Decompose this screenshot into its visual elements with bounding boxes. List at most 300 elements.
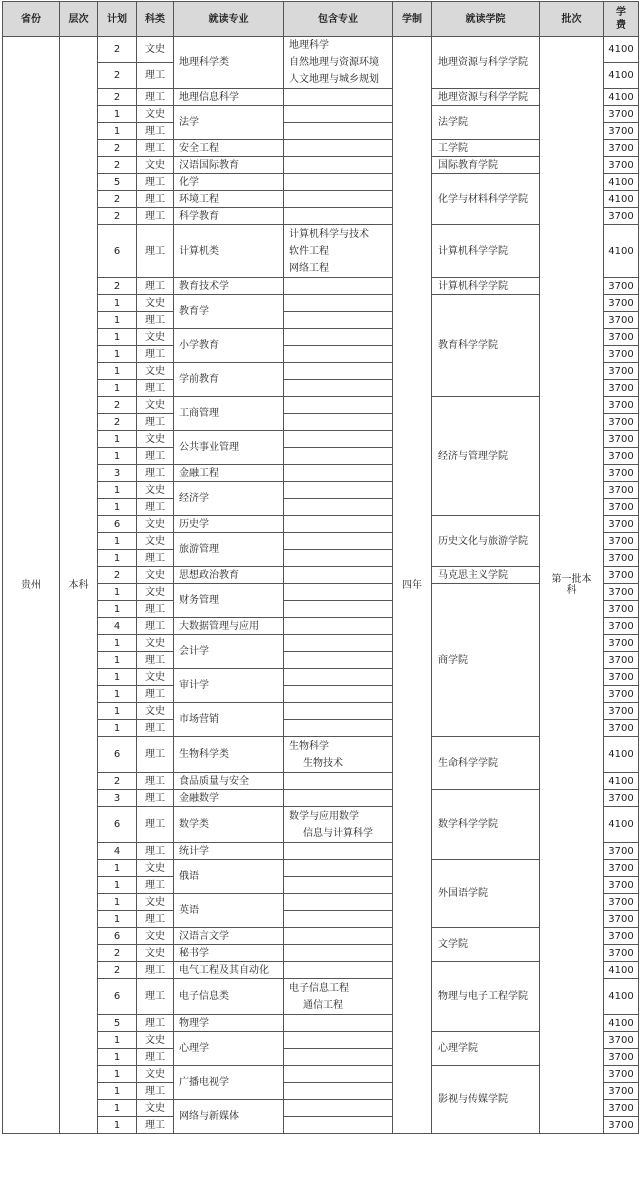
college-cell: 马克思主义学院 (432, 567, 540, 584)
fee-cell: 3700 (604, 157, 639, 174)
major-cell: 网络与新媒体 (174, 1100, 284, 1134)
includes-cell (284, 911, 393, 928)
subject-cell: 理工 (137, 278, 174, 295)
plan-cell: 4 (98, 843, 137, 860)
subject-cell: 理工 (137, 911, 174, 928)
major-cell: 审计学 (174, 669, 284, 703)
subject-cell: 文史 (137, 703, 174, 720)
subject-cell: 文史 (137, 533, 174, 550)
plan-cell: 1 (98, 877, 137, 894)
included-major: 软件工程 (289, 245, 329, 257)
included-major: 信息与计算科学 (303, 827, 373, 839)
includes-cell (284, 1015, 393, 1032)
includes-cell (284, 191, 393, 208)
fee-cell: 3700 (604, 928, 639, 945)
college-cell: 物理与电子工程学院 (432, 962, 540, 1032)
major-cell: 物理学 (174, 1015, 284, 1032)
subject-cell: 文史 (137, 894, 174, 911)
fee-cell: 3700 (604, 533, 639, 550)
header-subject: 科类 (137, 2, 174, 37)
college-cell: 文学院 (432, 928, 540, 962)
major-cell: 统计学 (174, 843, 284, 860)
plan-cell: 1 (98, 482, 137, 499)
college-cell: 外国语学院 (432, 860, 540, 928)
plan-cell: 2 (98, 140, 137, 157)
plan-cell: 2 (98, 89, 137, 106)
plan-cell: 4 (98, 618, 137, 635)
fee-cell: 4100 (604, 225, 639, 278)
subject-cell: 文史 (137, 482, 174, 499)
subject-cell: 理工 (137, 979, 174, 1015)
subject-cell: 理工 (137, 843, 174, 860)
major-cell: 思想政治教育 (174, 567, 284, 584)
subject-cell: 理工 (137, 208, 174, 225)
plan-cell: 1 (98, 499, 137, 516)
subject-cell: 文史 (137, 295, 174, 312)
fee-cell: 3700 (604, 380, 639, 397)
plan-cell: 1 (98, 1117, 137, 1134)
includes-cell (284, 397, 393, 414)
plan-cell: 1 (98, 1100, 137, 1117)
includes-cell (284, 431, 393, 448)
includes-cell (284, 877, 393, 894)
header-fee-line-2: 费 (616, 20, 626, 31)
subject-cell: 文史 (137, 431, 174, 448)
plan-cell: 2 (98, 567, 137, 584)
province-cell: 贵州 (3, 37, 60, 1134)
college-cell: 国际教育学院 (432, 157, 540, 174)
major-cell: 计算机类 (174, 225, 284, 278)
included-major: 自然地理与资源环境 (289, 57, 379, 68)
includes-cell (284, 979, 393, 1015)
subject-cell: 理工 (137, 1049, 174, 1066)
subject-cell: 文史 (137, 567, 174, 584)
fee-cell: 3700 (604, 295, 639, 312)
includes-cell (284, 482, 393, 499)
header-includes: 包含专业 (284, 2, 393, 37)
major-cell: 广播电视学 (174, 1066, 284, 1100)
plan-cell: 2 (98, 63, 137, 89)
plan-cell: 1 (98, 1083, 137, 1100)
plan-cell: 1 (98, 329, 137, 346)
fee-cell: 3700 (604, 843, 639, 860)
includes-cell (284, 278, 393, 295)
plan-cell: 2 (98, 397, 137, 414)
fee-cell: 3700 (604, 106, 639, 123)
included-major: 数学与应用数学 (289, 810, 359, 822)
includes-cell (284, 1100, 393, 1117)
subject-cell: 理工 (137, 465, 174, 482)
header-college: 就读学院 (432, 2, 540, 37)
major-cell: 经济学 (174, 482, 284, 516)
subject-cell: 文史 (137, 584, 174, 601)
subject-cell: 理工 (137, 123, 174, 140)
major-cell: 地理科学类 (174, 37, 284, 89)
major-cell: 法学 (174, 106, 284, 140)
fee-cell: 3700 (604, 945, 639, 962)
college-cell: 生命科学学院 (432, 737, 540, 790)
level-cell: 本科 (60, 37, 98, 1134)
subject-cell: 理工 (137, 773, 174, 790)
batch-line-1: 第一批本 (551, 574, 592, 585)
plan-cell: 2 (98, 37, 137, 63)
major-cell: 财务管理 (174, 584, 284, 618)
includes-cell (284, 790, 393, 807)
includes-cell (284, 106, 393, 123)
fee-cell: 3700 (604, 601, 639, 618)
major-cell: 地理信息科学 (174, 89, 284, 106)
header-major: 就读专业 (174, 2, 284, 37)
subject-cell: 理工 (137, 1117, 174, 1134)
fee-cell: 3700 (604, 123, 639, 140)
fee-cell: 3700 (604, 397, 639, 414)
includes-cell (284, 346, 393, 363)
fee-cell: 3700 (604, 652, 639, 669)
fee-cell: 3700 (604, 346, 639, 363)
includes-cell (284, 516, 393, 533)
plan-cell: 1 (98, 584, 137, 601)
major-cell: 旅游管理 (174, 533, 284, 567)
major-cell: 市场营销 (174, 703, 284, 737)
subject-cell: 文史 (137, 37, 174, 63)
subject-cell: 文史 (137, 635, 174, 652)
plan-cell: 1 (98, 380, 137, 397)
major-cell: 生物科学类 (174, 737, 284, 773)
fee-cell: 3700 (604, 567, 639, 584)
plan-cell: 1 (98, 652, 137, 669)
major-cell: 心理学 (174, 1032, 284, 1066)
fee-cell: 4100 (604, 773, 639, 790)
plan-cell: 5 (98, 174, 137, 191)
header-level: 层次 (60, 2, 98, 37)
fee-cell: 3700 (604, 431, 639, 448)
plan-cell: 1 (98, 860, 137, 877)
duration-cell: 四年 (393, 37, 432, 1134)
plan-cell: 1 (98, 911, 137, 928)
batch-line-2: 科 (566, 585, 577, 596)
subject-cell: 理工 (137, 191, 174, 208)
subject-cell: 理工 (137, 737, 174, 773)
includes-cell (284, 208, 393, 225)
included-major: 生物技术 (303, 757, 343, 769)
fee-cell: 3700 (604, 278, 639, 295)
fee-cell: 3700 (604, 1100, 639, 1117)
fee-cell: 4100 (604, 191, 639, 208)
subject-cell: 理工 (137, 1083, 174, 1100)
includes-cell (284, 1117, 393, 1134)
college-cell: 地理资源与科学学院 (432, 89, 540, 106)
major-cell: 电子信息类 (174, 979, 284, 1015)
includes-cell (284, 550, 393, 567)
includes-cell (284, 737, 393, 773)
subject-cell: 理工 (137, 877, 174, 894)
includes-cell (284, 37, 393, 89)
includes-cell (284, 225, 393, 278)
fee-cell: 3700 (604, 894, 639, 911)
includes-cell (284, 601, 393, 618)
college-cell: 化学与材料科学学院 (432, 174, 540, 225)
includes-cell (284, 312, 393, 329)
fee-cell: 3700 (604, 703, 639, 720)
major-cell: 英语 (174, 894, 284, 928)
plan-cell: 1 (98, 550, 137, 567)
header-fee (604, 2, 639, 37)
fee-cell: 3700 (604, 790, 639, 807)
plan-cell: 1 (98, 312, 137, 329)
includes-cell (284, 618, 393, 635)
subject-cell: 文史 (137, 928, 174, 945)
fee-cell: 4100 (604, 89, 639, 106)
subject-cell: 文史 (137, 516, 174, 533)
fee-cell: 3700 (604, 312, 639, 329)
major-cell: 教育技术学 (174, 278, 284, 295)
subject-cell: 文史 (137, 1100, 174, 1117)
subject-cell: 理工 (137, 652, 174, 669)
major-cell: 科学教育 (174, 208, 284, 225)
college-cell: 影视与传媒学院 (432, 1066, 540, 1134)
includes-cell (284, 123, 393, 140)
subject-cell: 理工 (137, 790, 174, 807)
college-cell: 计算机科学学院 (432, 278, 540, 295)
includes-cell (284, 465, 393, 482)
fee-cell: 4100 (604, 37, 639, 63)
subject-cell: 文史 (137, 363, 174, 380)
subject-cell: 文史 (137, 157, 174, 174)
includes-cell (284, 843, 393, 860)
plan-cell: 1 (98, 703, 137, 720)
fee-cell: 3700 (604, 911, 639, 928)
includes-cell (284, 499, 393, 516)
plan-cell: 3 (98, 465, 137, 482)
college-cell: 心理学院 (432, 1032, 540, 1066)
plan-cell: 6 (98, 979, 137, 1015)
plan-cell: 2 (98, 157, 137, 174)
fee-cell: 4100 (604, 962, 639, 979)
included-major: 生物科学 (289, 740, 329, 752)
fee-cell: 4100 (604, 63, 639, 89)
header-province: 省份 (3, 2, 60, 37)
subject-cell: 理工 (137, 63, 174, 89)
fee-cell: 3700 (604, 550, 639, 567)
includes-cell (284, 89, 393, 106)
major-cell: 汉语国际教育 (174, 157, 284, 174)
fee-cell: 3700 (604, 635, 639, 652)
plan-cell: 6 (98, 225, 137, 278)
subject-cell: 理工 (137, 601, 174, 618)
plan-cell: 1 (98, 669, 137, 686)
fee-cell: 3700 (604, 208, 639, 225)
includes-cell (284, 962, 393, 979)
major-cell: 汉语言文学 (174, 928, 284, 945)
subject-cell: 理工 (137, 380, 174, 397)
fee-cell: 3700 (604, 414, 639, 431)
includes-cell (284, 414, 393, 431)
subject-cell: 理工 (137, 618, 174, 635)
subject-cell: 理工 (137, 1015, 174, 1032)
includes-cell (284, 329, 393, 346)
plan-cell: 6 (98, 737, 137, 773)
subject-cell: 理工 (137, 550, 174, 567)
header-duration: 学制 (393, 2, 432, 37)
fee-cell: 3700 (604, 1117, 639, 1134)
plan-cell: 1 (98, 295, 137, 312)
includes-cell (284, 157, 393, 174)
college-cell: 经济与管理学院 (432, 397, 540, 516)
includes-cell (284, 1032, 393, 1049)
includes-cell (284, 584, 393, 601)
enrollment-plan-table (2, 1, 639, 1134)
fee-cell: 3700 (604, 329, 639, 346)
plan-cell: 1 (98, 1032, 137, 1049)
includes-cell (284, 669, 393, 686)
header-fee-line-1: 学 (616, 7, 626, 18)
plan-cell: 6 (98, 516, 137, 533)
includes-cell (284, 533, 393, 550)
includes-cell (284, 140, 393, 157)
fee-cell: 3700 (604, 1032, 639, 1049)
plan-cell: 1 (98, 894, 137, 911)
includes-cell (284, 652, 393, 669)
college-cell: 教育科学学院 (432, 295, 540, 397)
includes-cell (284, 380, 393, 397)
subject-cell: 理工 (137, 807, 174, 843)
plan-cell: 1 (98, 123, 137, 140)
major-cell: 会计学 (174, 635, 284, 669)
plan-cell: 1 (98, 635, 137, 652)
subject-cell: 理工 (137, 686, 174, 703)
college-cell: 工学院 (432, 140, 540, 157)
fee-cell: 3700 (604, 1066, 639, 1083)
college-cell: 商学院 (432, 584, 540, 737)
plan-cell: 1 (98, 431, 137, 448)
plan-cell: 1 (98, 533, 137, 550)
fee-cell: 4100 (604, 1015, 639, 1032)
subject-cell: 理工 (137, 140, 174, 157)
fee-cell: 4100 (604, 807, 639, 843)
includes-cell (284, 567, 393, 584)
includes-cell (284, 720, 393, 737)
plan-cell: 2 (98, 191, 137, 208)
major-cell: 食品质量与安全 (174, 773, 284, 790)
major-cell: 工商管理 (174, 397, 284, 431)
college-cell: 地理资源与科学学院 (432, 37, 540, 89)
plan-cell: 1 (98, 1049, 137, 1066)
subject-cell: 文史 (137, 945, 174, 962)
plan-cell: 6 (98, 807, 137, 843)
college-cell: 数学科学学院 (432, 790, 540, 860)
header-batch: 批次 (540, 2, 604, 37)
major-cell: 历史学 (174, 516, 284, 533)
plan-cell: 2 (98, 773, 137, 790)
subject-cell: 文史 (137, 397, 174, 414)
plan-cell: 2 (98, 962, 137, 979)
included-major: 通信工程 (303, 999, 343, 1011)
fee-cell: 3700 (604, 669, 639, 686)
subject-cell: 理工 (137, 962, 174, 979)
header-plan: 计划 (98, 2, 137, 37)
subject-cell: 文史 (137, 1066, 174, 1083)
subject-cell: 理工 (137, 720, 174, 737)
college-cell: 法学院 (432, 106, 540, 140)
major-cell: 秘书学 (174, 945, 284, 962)
major-cell: 安全工程 (174, 140, 284, 157)
includes-cell (284, 686, 393, 703)
subject-cell: 文史 (137, 860, 174, 877)
college-cell: 历史文化与旅游学院 (432, 516, 540, 567)
major-cell: 学前教育 (174, 363, 284, 397)
fee-cell: 3700 (604, 448, 639, 465)
plan-cell: 1 (98, 106, 137, 123)
includes-cell (284, 773, 393, 790)
subject-cell: 文史 (137, 1032, 174, 1049)
batch-cell (540, 37, 604, 1134)
fee-cell: 4100 (604, 979, 639, 1015)
major-cell: 电气工程及其自动化 (174, 962, 284, 979)
subject-cell: 理工 (137, 89, 174, 106)
header-row (3, 2, 639, 37)
fee-cell: 3700 (604, 465, 639, 482)
plan-cell: 1 (98, 346, 137, 363)
includes-cell (284, 635, 393, 652)
plan-cell: 1 (98, 686, 137, 703)
subject-cell: 理工 (137, 225, 174, 278)
subject-cell: 理工 (137, 414, 174, 431)
fee-cell: 3700 (604, 860, 639, 877)
plan-cell: 5 (98, 1015, 137, 1032)
included-major: 人文地理与城乡规划 (289, 74, 379, 85)
fee-cell: 3700 (604, 877, 639, 894)
subject-cell: 理工 (137, 499, 174, 516)
major-cell: 俄语 (174, 860, 284, 894)
major-cell: 小学教育 (174, 329, 284, 363)
major-cell: 化学 (174, 174, 284, 191)
includes-cell (284, 363, 393, 380)
fee-cell: 3700 (604, 482, 639, 499)
includes-cell (284, 894, 393, 911)
included-major: 地理科学 (289, 40, 329, 51)
plan-cell: 1 (98, 363, 137, 380)
fee-cell: 3700 (604, 499, 639, 516)
included-major: 计算机科学与技术 (289, 228, 369, 240)
subject-cell: 文史 (137, 106, 174, 123)
plan-cell: 1 (98, 720, 137, 737)
subject-cell: 文史 (137, 329, 174, 346)
includes-cell (284, 174, 393, 191)
includes-cell (284, 1083, 393, 1100)
college-cell: 计算机科学学院 (432, 225, 540, 278)
includes-cell (284, 1049, 393, 1066)
major-cell: 金融工程 (174, 465, 284, 482)
major-cell: 教育学 (174, 295, 284, 329)
subject-cell: 文史 (137, 669, 174, 686)
fee-cell: 3700 (604, 140, 639, 157)
fee-cell: 3700 (604, 584, 639, 601)
major-cell: 公共事业管理 (174, 431, 284, 465)
included-major: 电子信息工程 (289, 982, 349, 994)
fee-cell: 3700 (604, 686, 639, 703)
includes-cell (284, 928, 393, 945)
plan-cell: 2 (98, 945, 137, 962)
plan-cell: 2 (98, 208, 137, 225)
included-major: 网络工程 (289, 262, 329, 274)
plan-cell: 1 (98, 1066, 137, 1083)
subject-cell: 理工 (137, 346, 174, 363)
major-cell: 环境工程 (174, 191, 284, 208)
includes-cell (284, 448, 393, 465)
subject-cell: 理工 (137, 448, 174, 465)
includes-cell (284, 860, 393, 877)
subject-cell: 理工 (137, 174, 174, 191)
